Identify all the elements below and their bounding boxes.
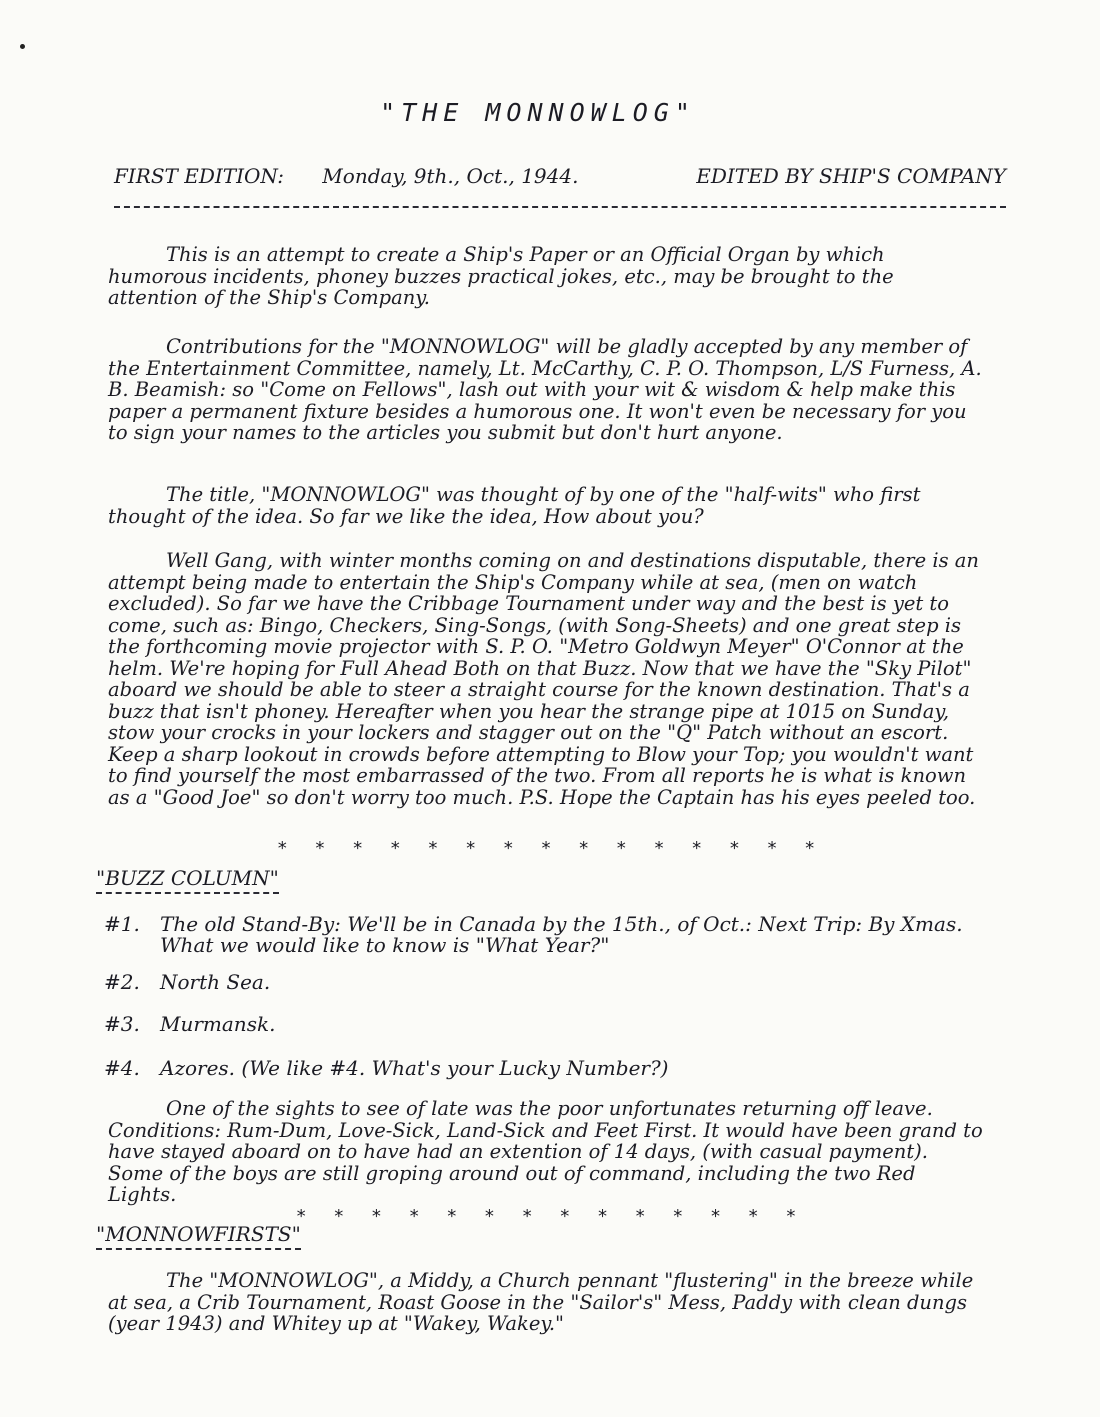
buzz-number: #4. — [104, 1056, 140, 1080]
header-rule — [114, 206, 1006, 208]
contributions-paragraph: Contributions for the "MONNOWLOG" will be gladly accepted by any member of the Entertainment Committee, namely, Lt. McCarthy, C. P. O. Thompson, L/S Furness, A. B. Beamish: so "Come on Fellows", lash out with your wit & wisdom & help make this paper a permanent fixture besides a humorous one. It won't even be necessary for you to sign your names to the articles you submit but don't hurt anyone. — [108, 335, 982, 444]
buzz-item — [104, 972, 984, 993]
title-origin-paragraph: The title, "MONNOWLOG" was thought of by one of the "half-wits" who first thought of the idea. So far we like the idea, How about you? — [108, 483, 921, 528]
buzz-number: #2. — [104, 970, 140, 994]
leave-paragraph: One of the sights to see of late was the poor unfortunates returning off leave. Conditions: Rum-Dum, Love-Sick, Land-Sick and Feet First. It would have been grand to have stayed aboard on to have had an extention of 14 days, (with casual payment). Some of the boys are still groping around out of command, including the two Red Lights. — [108, 1097, 983, 1206]
buzz-text: The old Stand-By: We'll be in Canada by the 15th., of Oct.: Next Trip: By Xmas. What we would like to know is "What Year?" — [160, 912, 963, 957]
edition-date: Monday, 9th., Oct., 1944. — [322, 164, 579, 188]
margin-ink-dot — [20, 44, 25, 49]
newsletter-title: "THE MONNOWLOG" — [380, 98, 696, 127]
buzz-number: #1. — [104, 912, 140, 936]
buzz-text: North Sea. — [160, 970, 271, 994]
buzz-item — [104, 914, 984, 956]
buzz-column-heading: "BUZZ COLUMN" — [96, 866, 279, 894]
edition-label: FIRST EDITION: — [114, 164, 284, 188]
buzz-text: Azores. (We like #4. What's your Lucky Number?) — [160, 1056, 669, 1080]
edition-header — [114, 164, 1006, 188]
buzz-text: Murmansk. — [160, 1012, 276, 1036]
intro-paragraph: This is an attempt to create a Ship's Paper or an Official Organ by which humorous incidents, phoney buzzes practical jokes, etc., may be brought to the attention of the Ship's Company. — [108, 243, 894, 309]
section-separator: * * * * * * * * * * * * * * — [295, 1206, 805, 1227]
editor-credit: EDITED BY SHIP'S COMPANY — [696, 164, 1006, 188]
edition-info — [114, 164, 610, 188]
entertainment-paragraph: Well Gang, with winter months coming on and destinations disputable, there is an attempt being made to entertain the Ship's Company while at sea, (men on watch excluded). So far we have the Cribbage Tournament under way and the best is yet to come, such as: Bingo, Checkers, Sing-Songs, (with Song-Sheets) and one great step is the forthcoming movie projector with S. P. O. "Metro Goldwyn Meyer" O'Connor at the helm. We're hoping for Full Ahead Both on that Buzz. Now that we have the "Sky Pilot" aboard we should be able to steer a straight course for the known destination. That's a buzz that isn't phoney. Hereafter when you hear the strange pipe at 1015 on Sunday, stow your crocks in your lockers and stagger out on the "Q" Patch without an escort. Keep a sharp lookout in crowds before attempting to Blow your Top; you wouldn't want to find yourself the most embarrassed of the two. From all reports he is what is known as a "Good Joe" so don't worry too much. P.S. Hope the Captain has his eyes peeled too. — [108, 549, 979, 809]
monnowfirsts-paragraph: The "MONNOWLOG", a Middy, a Church pennant "flustering" in the breeze while at sea, a Crib Tournament, Roast Goose in the "Sailor's" Mess, Paddy with clean dungs (year 1943) and Whitey up at "Wakey, Wakey." — [108, 1269, 974, 1335]
buzz-item — [104, 1058, 984, 1079]
buzz-item — [104, 1014, 984, 1035]
section-separator: * * * * * * * * * * * * * * * — [276, 838, 824, 859]
monnowfirsts-heading: "MONNOWFIRSTS" — [96, 1222, 301, 1250]
buzz-number: #3. — [104, 1012, 140, 1036]
